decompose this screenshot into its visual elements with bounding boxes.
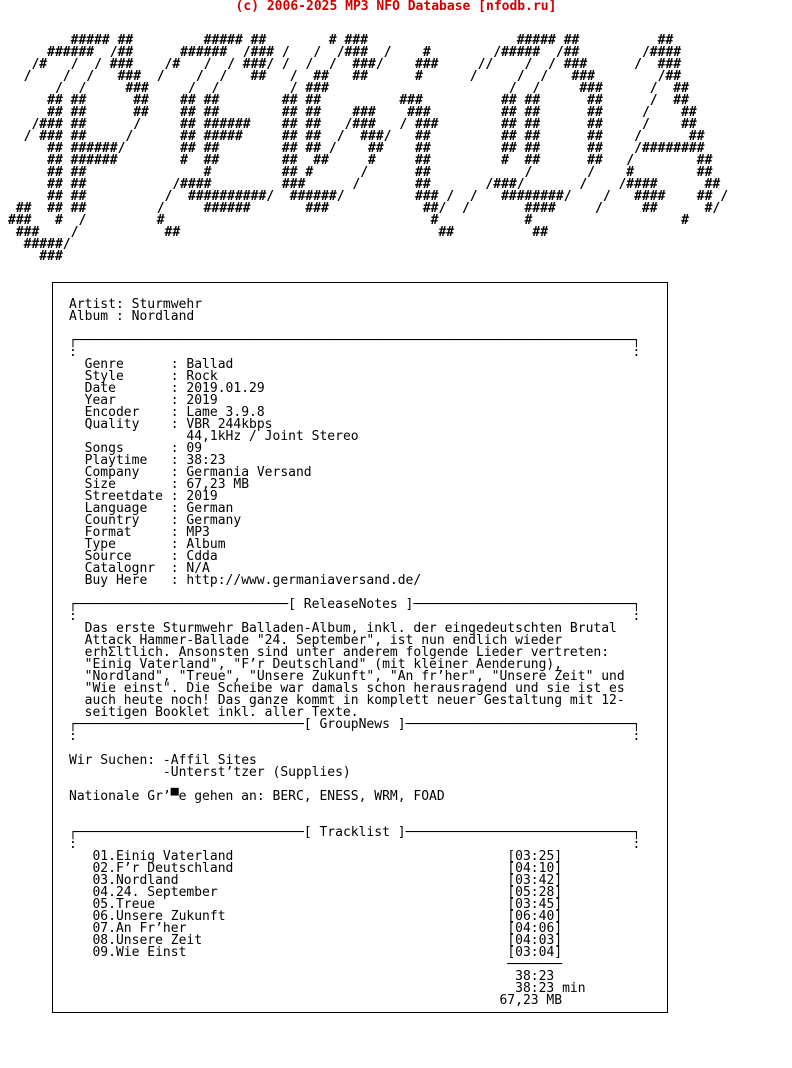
- info-key: Date: [84, 381, 171, 396]
- track-title: 05.Treue: [92, 897, 156, 912]
- track-title: 03.Nordland: [92, 873, 179, 888]
- info-value: Cdda: [186, 549, 218, 564]
- info-key: Type: [84, 537, 171, 552]
- info-key: Country: [84, 513, 171, 528]
- nfo-text: Artist: Sturmwehr Album : Nordland ┌───────────────────────────────────────────────────────────────────────┐ : : Genre : Ballad Style : Rock Date : 2019.01.29 Year : 2019 Encoder : Lame 3.9.8 Quality : VBR 244kbps 44,1kHz / Joint Stereo Songs : 09 Playtime : 38:23 Company : Germania Versand Size : 67,23 MB Streetdate : 2019 Language : German Country : Germany Format : MP3 Type : Album Source : Cdda Catalognr : N/A Buy Here : http://www.germaniaversand.de/ ┌───────────────────────────[ ReleaseNotes ]────────────────────────────┐ : : Das erste Sturmwehr Balladen-Album, inkl. der eingedeutschten Brutal Attack Hammer-Ballade "24. September", ist nun endlich wieder erhΣltlich. Ansonsten sind unter anderem folgende Lieder vertreten: "Einig Vaterland", "F’r Deutschland" (mit kleiner Aenderung), "Nordland", "Treue", "Unsere Zukunft", "An fr’her", "Unsere Zeit" und "Wie einst". Die Scheibe war damals schon herausragend und sie ist es auch heute noch! Das ganze kommt in komplett neuer Gestaltung mit 12- seitigen Booklet inkl. aller Texte. ┌─────────────────────────────[ GroupNews ]─────────────────────────────┐ : : Wir Suchen: -Affil Sites -Unterst’tzer (Supplies) Nationale Gr’▀e gehen an: BERC, ENESS, WRM, FOAD ┌─────────────────────────────[ Tracklist ]─────────────────────────────┐ : : 01.Einig Vaterland [03:25] 02.F’r Deutschland [04:10] 03.Nordland [03:42] 04.24. September [05:28] 05.Treue [03:45] 06.Unsere Zukunft [06:40] 07.An Fr’her [04:06] 08.Unsere Zeit [04:03] 09.Wie Einst [03:04] ─────── 38:23 38:23 min 67,23 MB: [69, 297, 641, 1008]
- info-value: Germany: [186, 513, 242, 528]
- copyright-header: (c) 2006-2025 MP3 NFO Database [nfodb.ru]: [235, 0, 557, 14]
- release-notes-line: auch heute noch! Das ganze kommt in komplett neuer Gestaltung mit 12-: [84, 693, 625, 708]
- info-value: Lame 3.9.8: [186, 405, 265, 420]
- info-value: Germania Versand: [186, 465, 312, 480]
- track-title: 07.An Fr’her: [92, 921, 187, 936]
- info-value: 09: [186, 441, 203, 456]
- info-key: Catalognr: [84, 561, 171, 576]
- track-duration: [04:10]: [507, 861, 563, 876]
- info-value: 38:23: [186, 453, 226, 468]
- info-value: 2019.01.29: [186, 381, 265, 396]
- info-value: 44,1kHz / Joint Stereo: [186, 429, 359, 444]
- track-duration: [04:03]: [507, 933, 563, 948]
- total-size: 67,23 MB: [499, 993, 563, 1008]
- info-key: Playtime: [84, 453, 171, 468]
- ascii-logo: ##### ## ##### ## # ### ##### ## ## ###### /## ###### /### / / /### / # /##### /## /#### /# / / ### /# / / ###/ / / / ###/ ### // / / ### / ### / / / ### / / / ## / ## ## # / / / ### /## / / ### / / / ### / / ### / ## ## ## ## ## ## ## ## ### ## ## ## / ## ## ## ## ## ## ## ## ### ### ## ## ## / ## /### ## / ## ###### ## ## /### / ### ## ## ## / ## / ### ## / ## ##### ## ## / ###/ ## ## ## ## / ## ## ######/ ## ## ## ## / ## ## ## ## ## /######## ## ###### # ## ## ## # ## # ## ## / ## ## ## # ## # / ## / / # ## ## ## /#### ### / ## /###/ / /#### ## ## ## / ##########/ ######/ ### / / ########/ / #### ## / ## ## ## / ###### ### ##/ / #### / ## #/ ### # / # # # # ### / ## ## ## #####/ ###: [8, 33, 729, 264]
- info-key: Year: [84, 393, 171, 408]
- info-key: Company: [84, 465, 171, 480]
- info-value: Rock: [186, 369, 218, 384]
- greetings-line: Nationale Gr’▀e gehen an: BERC, ENESS, WRM, FOAD: [69, 789, 445, 804]
- info-key: Streetdate: [84, 489, 171, 504]
- info-key: Style: [84, 369, 171, 384]
- info-value: German: [186, 501, 234, 516]
- info-value: MP3: [186, 525, 210, 540]
- track-title: 09.Wie Einst: [92, 945, 187, 960]
- release-notes-line: "Nordland", "Treue", "Unsere Zukunft", "An fr’her", "Unsere Zeit" und: [84, 669, 625, 684]
- release-notes-line: Attack Hammer-Ballade "24. September", ist nun endlich wieder: [84, 633, 563, 648]
- info-value: http://www.germaniaversand.de/: [186, 573, 422, 588]
- info-key: Encoder: [84, 405, 171, 420]
- artist-line: Artist: Sturmwehr: [69, 297, 203, 312]
- track-duration: [06:40]: [507, 909, 563, 924]
- track-duration: [03:04]: [507, 945, 563, 960]
- info-key: Size: [84, 477, 171, 492]
- group-news-heading: [ GroupNews ]: [303, 717, 406, 732]
- track-title: 02.F’r Deutschland: [92, 861, 234, 876]
- info-key: Genre: [84, 357, 171, 372]
- search-item: -Affil Sites: [162, 753, 257, 768]
- track-duration: [03:45]: [507, 897, 563, 912]
- track-duration: [03:25]: [507, 849, 563, 864]
- info-value: 2019: [186, 393, 218, 408]
- track-title: 01.Einig Vaterland: [92, 849, 234, 864]
- track-duration: [03:42]: [507, 873, 563, 888]
- track-title: 04.24. September: [92, 885, 218, 900]
- info-value: 67,23 MB: [186, 477, 250, 492]
- release-notes-line: Das erste Sturmwehr Balladen-Album, inkl. der eingedeutschten Brutal: [84, 621, 617, 636]
- info-value: Album: [186, 537, 226, 552]
- info-key: Language: [84, 501, 171, 516]
- search-item: -Unterst’tzer (Supplies): [162, 765, 351, 780]
- total-minutes: 38:23 min: [515, 981, 586, 996]
- release-notes-line: "Wie einst". Die Scheibe war damals schon herausragend und sie ist es: [84, 681, 625, 696]
- tracklist-heading: [ Tracklist ]: [303, 825, 406, 840]
- release-notes-heading: [ ReleaseNotes ]: [288, 597, 414, 612]
- track-duration: [05:28]: [507, 885, 563, 900]
- nfo-frame: [52, 282, 668, 1013]
- info-key: Format: [84, 525, 171, 540]
- release-notes-line: erhΣltlich. Ansonsten sind unter anderem folgende Lieder vertreten:: [84, 645, 610, 660]
- track-duration: [04:06]: [507, 921, 563, 936]
- release-notes-line: seitigen Booklet inkl. aller Texte.: [84, 705, 359, 720]
- total-time: 38:23: [515, 969, 555, 984]
- info-key: Source: [84, 549, 171, 564]
- release-notes-line: "Einig Vaterland", "F’r Deutschland" (mit kleiner Aenderung),: [84, 657, 563, 672]
- info-value: 2019: [186, 489, 218, 504]
- info-key: Songs: [84, 441, 171, 456]
- info-key: Buy Here: [84, 573, 171, 588]
- info-value: VBR 244kbps: [186, 417, 273, 432]
- album-line: Album : Nordland: [69, 309, 195, 324]
- info-key: Quality: [84, 417, 171, 432]
- track-title: 08.Unsere Zeit: [92, 933, 203, 948]
- info-value: N/A: [186, 561, 210, 576]
- track-title: 06.Unsere Zukunft: [92, 909, 226, 924]
- search-label: Wir Suchen:: [69, 753, 156, 768]
- info-value: Ballad: [186, 357, 234, 372]
